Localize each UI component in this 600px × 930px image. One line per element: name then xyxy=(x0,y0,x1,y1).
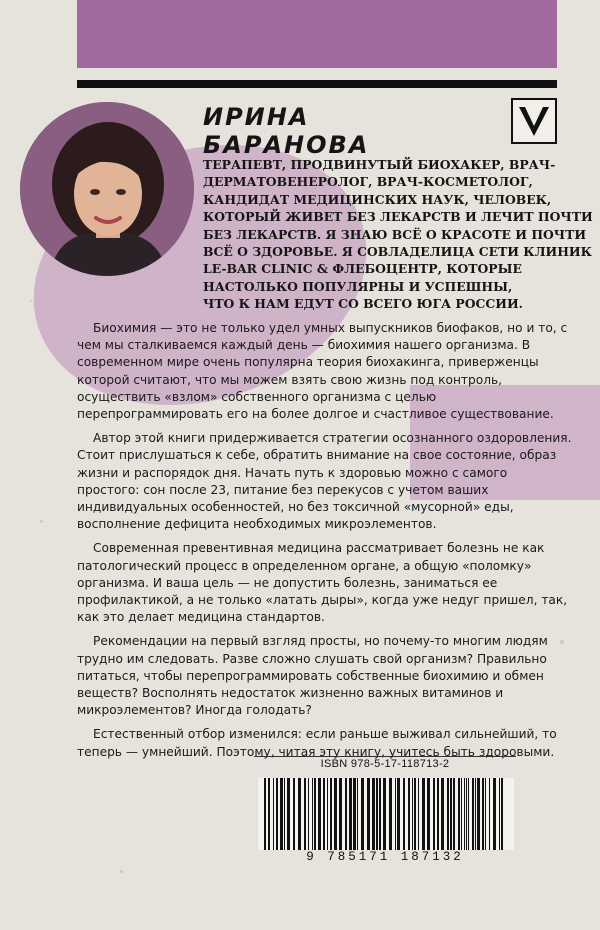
author-name xyxy=(203,103,369,159)
annotation-text xyxy=(77,320,572,768)
barcode-bar xyxy=(447,778,449,850)
annotation-paragraph: Автор этой книги придерживается стратегии осознанного оздоровления. Стоит прислушаться к себе, обратить внимание на свое состояние, образ жизни и распорядок дня. Начать путь к здоровью можно с самого простого: сон после 23, питание без перекусов с учетом ваших индивидуальных особенностей, но без токсичной «мусорной» еды, восполнение дефицита необходимых микроэлементов. xyxy=(77,431,572,532)
barcode-bar xyxy=(437,778,439,850)
annotation-paragraph: Рекомендации на первый взгляд просты, но почему-то многим людям трудно им следовать. Разве сложно слушать свой организм? Правильно питаться, чтобы перепрограммировать собственные биохимию и обмен веществ? Восполнять недостаток жизненно важных витаминов и микроэлементов? Иногда голодать? xyxy=(77,634,548,718)
barcode-bar xyxy=(461,778,462,850)
barcode-bar xyxy=(339,778,342,850)
isbn-label: ISBN 978-5-17-118713-2 xyxy=(254,756,516,771)
barcode-bar xyxy=(312,778,313,850)
bio-line: ТЕРАПЕВТ, ПРОДВИНУТЫЙ БИОХАКЕР, ВРАЧ- xyxy=(203,157,556,172)
barcode-bar xyxy=(450,778,452,850)
barcode-bar xyxy=(349,778,352,850)
barcode-bar xyxy=(472,778,474,850)
barcode-bar xyxy=(418,778,419,850)
bio-line: LE-BAR CLINIC & ФЛЕБОЦЕНТР, КОТОРЫЕ xyxy=(203,261,522,277)
barcode-bar xyxy=(379,778,381,850)
barcode-bar xyxy=(330,778,332,850)
author-portrait xyxy=(20,102,194,276)
isbn-block xyxy=(254,756,516,866)
bio-line: ДЕРМАТОВЕНЕРОЛОГ, ВРАЧ-КОСМЕТОЛОГ, xyxy=(203,174,533,190)
barcode-bar xyxy=(412,778,413,850)
bio-line: НАСТОЛЬКО ПОПУЛЯРНЫ И УСПЕШНЫ, xyxy=(203,278,513,294)
barcode-bar xyxy=(499,778,500,850)
barcode-bar xyxy=(493,778,496,850)
barcode-bar xyxy=(323,778,325,850)
barcode-bar xyxy=(458,778,460,850)
annotation-paragraph: Современная превентивная медицина рассматривает болезнь не как патологический процесс в определенном органе, а общую «поломку» организма. И ваша цель — не допустить болезнь, заниматься ее профилактикой, а не только «латать дыры», когда уже недуг пришел, так, как это делает медицина стандартов. xyxy=(77,541,568,625)
bio-line: ВСЁ О ЗДОРОВЬЕ. Я СОВЛАДЕЛИЦА СЕТИ КЛИНИК xyxy=(203,244,592,260)
annotation-paragraph: Биохимия — это не только удел умных выпускников биофаков, но и то, с чем мы сталкиваемся каждый день — биохимия нашего организма. В современном мире очень популярна теория биохакинга, приверженцы которой считают, что мы можем взять свою жизнь под контроль, осуществить «взлом» собственного организма с целью перепрограммировать его на более долгое и счастливое существование. xyxy=(77,321,568,422)
barcode-bar xyxy=(453,778,455,850)
paper-texture xyxy=(120,870,123,873)
header-rule xyxy=(77,80,557,88)
paper-texture xyxy=(40,520,43,523)
bio-line: БЕЗ ЛЕКАРСТВ. Я ЗНАЮ ВСЁ О КРАСОТЕ И ПОЧТИ xyxy=(203,226,587,242)
paper-texture xyxy=(30,300,32,302)
barcode-bar xyxy=(298,778,301,850)
barcode-bar xyxy=(304,778,306,850)
barcode-bar xyxy=(433,778,435,850)
barcode-bar xyxy=(361,778,364,850)
barcode-bar xyxy=(397,778,400,850)
barcode-bar xyxy=(376,778,378,850)
barcode-bar xyxy=(357,778,358,850)
author-last-name: БАРАНОВА xyxy=(203,131,370,159)
barcode-bar xyxy=(468,778,469,850)
barcode-bar xyxy=(403,778,405,850)
barcode xyxy=(258,778,514,850)
barcode-bar xyxy=(408,778,410,850)
barcode-bar xyxy=(489,778,490,850)
isbn-digits: 9 785171 187132 xyxy=(306,850,464,864)
barcode-bar xyxy=(327,778,328,850)
barcode-bar xyxy=(273,778,274,850)
author-first-name: ИРИНА xyxy=(203,103,310,131)
barcode-bar xyxy=(485,778,486,850)
author-bio xyxy=(203,156,593,313)
bio-line: КОТОРЫЙ ЖИВЕТ БЕЗ ЛЕКАРСТВ И ЛЕЧИТ ПОЧТИ xyxy=(203,209,593,225)
barcode-bar xyxy=(422,778,425,850)
barcode-bar xyxy=(308,778,309,850)
barcode-bar xyxy=(477,778,480,850)
barcode-bar xyxy=(264,778,266,850)
barcode-bar xyxy=(501,778,503,850)
barcode-bar xyxy=(280,778,283,850)
barcode-bar xyxy=(395,778,396,850)
barcode-bar xyxy=(441,778,444,850)
bio-line: ЧТО К НАМ ЕДУТ СО ВСЕГО ЮГА РОССИИ. xyxy=(203,296,523,312)
barcode-bar xyxy=(268,778,270,850)
barcode-bar xyxy=(318,778,321,850)
publisher-v-logo xyxy=(511,98,557,144)
barcode-bar xyxy=(314,778,316,850)
barcode-bar xyxy=(345,778,347,850)
barcode-bar xyxy=(287,778,290,850)
barcode-bar xyxy=(414,778,416,850)
barcode-bar xyxy=(427,778,430,850)
bio-line: КАНДИДАТ МЕДИЦИНСКИХ НАУК, ЧЕЛОВЕК, xyxy=(203,191,552,207)
top-accent-band xyxy=(77,0,557,68)
barcode-bar xyxy=(293,778,295,850)
barcode-bar xyxy=(276,778,278,850)
barcode-bar xyxy=(466,778,467,850)
barcode-bar xyxy=(372,778,375,850)
barcode-bar xyxy=(475,778,476,850)
barcode-bar xyxy=(284,778,285,850)
barcode-bar xyxy=(383,778,386,850)
annotation-paragraph: Естественный отбор изменился: если раньше выживал сильнейший, то теперь — умнейший. Поэтому, читая эту книгу, учитесь быть здоровыми. xyxy=(77,727,557,759)
barcode-bar xyxy=(367,778,370,850)
barcode-bar xyxy=(334,778,337,850)
barcode-bar xyxy=(389,778,392,850)
barcode-bar xyxy=(482,778,484,850)
barcode-bar xyxy=(353,778,356,850)
barcode-bar xyxy=(464,778,465,850)
